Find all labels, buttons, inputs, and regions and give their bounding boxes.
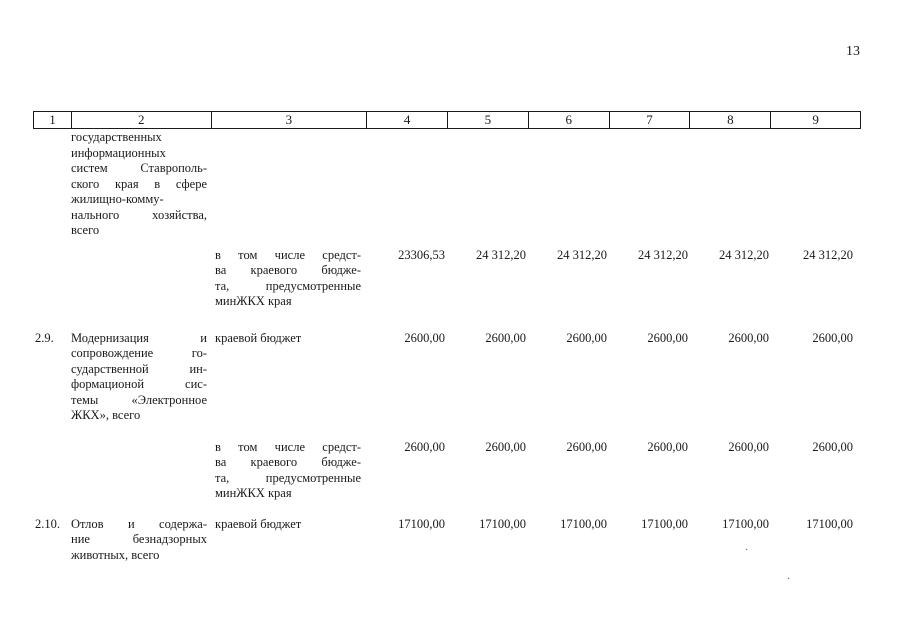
- header-col-8: 8: [690, 112, 771, 128]
- row-value-col-9: 17100,00: [806, 516, 853, 531]
- table-row: [33, 517, 861, 564]
- row-source-line: та, предусмотренные: [215, 278, 361, 293]
- row-source-line: краевой бюджет: [215, 330, 302, 345]
- row-value-col-4: 17100,00: [398, 516, 445, 531]
- row-value-col-6: [529, 130, 610, 239]
- row-value-col-4: 23306,53: [398, 247, 445, 262]
- row-name: [71, 331, 211, 424]
- row-number: 2.9.: [35, 330, 54, 345]
- row-source-line: минЖКХ края: [215, 486, 292, 500]
- row-funding-source: [211, 440, 367, 502]
- table-row: [33, 331, 861, 424]
- row-source-line: ва краевого бюдже-: [215, 455, 361, 469]
- row-value-col-8: [691, 130, 772, 239]
- row-name-line: жилищно-комму-: [71, 192, 164, 206]
- row-value-col-9: 24 312,20: [803, 247, 853, 262]
- row-name-line: формационой сис-: [71, 377, 207, 391]
- row-number: [33, 440, 71, 502]
- row-name-line: Отлов и содержа-: [71, 516, 207, 531]
- row-name-line: сударственной ин-: [71, 361, 207, 376]
- scan-speck: ·: [787, 574, 791, 585]
- row-name-line: животных, всего: [71, 547, 160, 562]
- row-value-col-9: [772, 130, 856, 239]
- row-value-col-8: 24 312,20: [719, 247, 769, 262]
- row-value-col-8: 2600,00: [728, 330, 769, 345]
- row-name: [71, 440, 211, 502]
- header-col-1: 1: [34, 112, 72, 128]
- row-value-col-8: 2600,00: [728, 439, 769, 454]
- row-name: [71, 517, 211, 564]
- row-number: [33, 248, 71, 310]
- header-col-4: 4: [367, 112, 448, 128]
- header-col-2: 2: [72, 112, 212, 128]
- scan-speck: ·: [745, 545, 749, 556]
- row-value-col-8: 17100,00: [722, 516, 769, 531]
- row-name: [71, 248, 211, 310]
- row-source-line: минЖКХ края: [215, 294, 292, 308]
- header-col-7: 7: [610, 112, 691, 128]
- row-value-col-7: 2600,00: [647, 330, 688, 345]
- row-value-col-9: 2600,00: [812, 439, 853, 454]
- row-number: 2.10.: [35, 516, 60, 531]
- row-name-line: сопровождение го-: [71, 346, 207, 360]
- row-value-col-4: 2600,00: [404, 439, 445, 454]
- row-funding-source: [211, 248, 367, 310]
- row-value-col-7: 17100,00: [641, 516, 688, 531]
- header-col-5: 5: [448, 112, 529, 128]
- row-value-col-7: [610, 130, 691, 239]
- row-value-col-5: 17100,00: [479, 516, 526, 531]
- row-name-line: нального хозяйства,: [71, 207, 207, 222]
- row-funding-source: [211, 517, 367, 564]
- table-row: [33, 130, 861, 239]
- row-value-col-5: [448, 130, 529, 239]
- table-header: [33, 111, 861, 129]
- row-value-col-9: 2600,00: [812, 330, 853, 345]
- row-name-line: Модернизация и: [71, 330, 207, 345]
- table-body: [33, 130, 861, 563]
- page-number: 13: [846, 44, 860, 59]
- row-value-col-5: 2600,00: [485, 439, 526, 454]
- row-source-line: в том числе средст-: [215, 247, 361, 262]
- row-name-line: ЖКХ», всего: [71, 408, 141, 422]
- row-source-line: краевой бюджет: [215, 516, 302, 531]
- header-col-6: 6: [529, 112, 610, 128]
- row-name-line: ние безнадзорных: [71, 532, 207, 546]
- table-row: [33, 248, 861, 310]
- row-name-line: всего: [71, 223, 100, 237]
- header-col-3: 3: [212, 112, 368, 128]
- row-name-line: систем Ставрополь-: [71, 161, 207, 175]
- row-number: [33, 130, 71, 239]
- row-source-line: та, предусмотренные: [215, 470, 361, 485]
- row-name: [71, 130, 211, 239]
- row-funding-source: [211, 331, 367, 424]
- row-source-line: в том числе средст-: [215, 439, 361, 454]
- row-funding-source: [211, 130, 367, 239]
- row-value-col-6: 2600,00: [566, 330, 607, 345]
- row-source-line: ва краевого бюдже-: [215, 263, 361, 277]
- row-value-col-7: 24 312,20: [638, 247, 688, 262]
- row-value-col-6: 2600,00: [566, 439, 607, 454]
- row-name-line: ского края в сфере: [71, 176, 207, 191]
- row-value-col-4: [367, 130, 448, 239]
- table-row: [33, 440, 861, 502]
- row-value-col-5: 2600,00: [485, 330, 526, 345]
- header-col-9: 9: [812, 112, 819, 127]
- row-value-col-4: 2600,00: [404, 330, 445, 345]
- row-name-line: информационных: [71, 145, 166, 160]
- row-value-col-6: 17100,00: [560, 516, 607, 531]
- row-name-line: государственных: [71, 130, 162, 144]
- row-name-line: темы «Электронное: [71, 392, 207, 407]
- row-value-col-6: 24 312,20: [557, 247, 607, 262]
- row-value-col-7: 2600,00: [647, 439, 688, 454]
- row-value-col-5: 24 312,20: [476, 247, 526, 262]
